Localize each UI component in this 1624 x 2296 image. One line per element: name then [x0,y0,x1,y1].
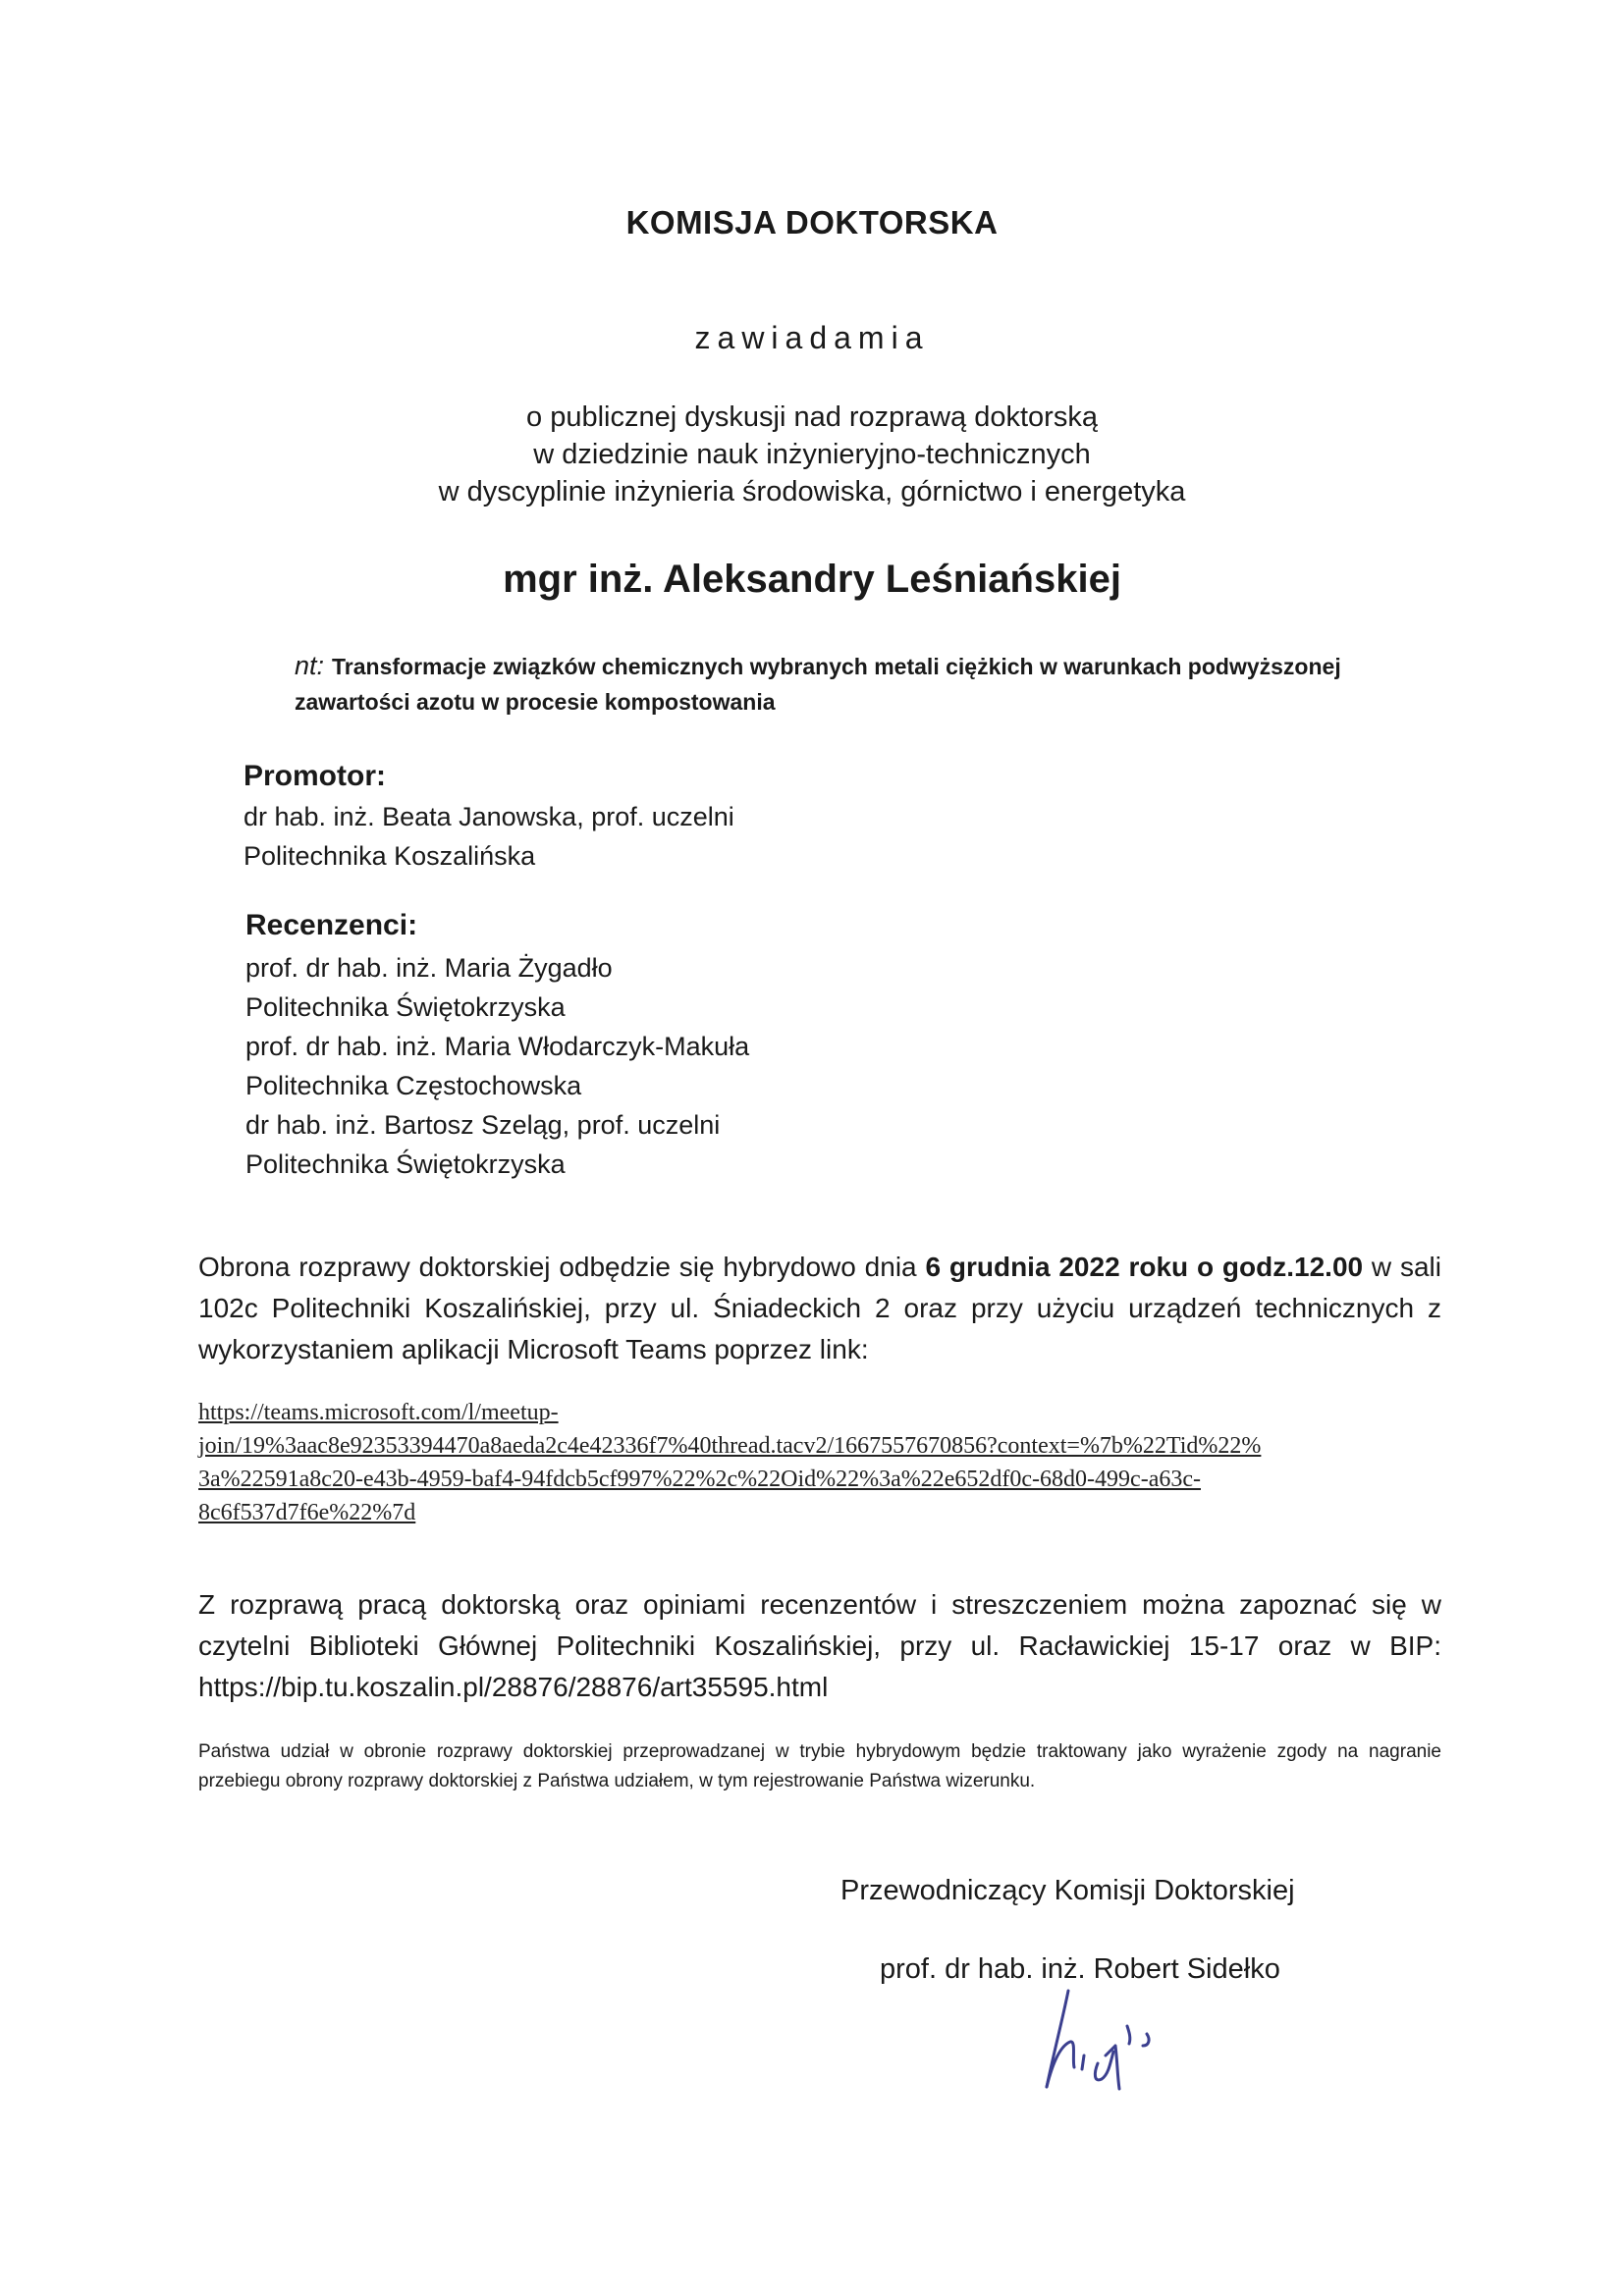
teams-meeting-link[interactable] [198,1396,1441,1529]
defense-paragraph [198,1247,1441,1370]
subtitle-line-2: w dziedzinie nauk inżynieryjno-technicznych [533,439,1091,470]
defense-text-before: Obrona rozprawy doktorskiej odbędzie się hybrydowo dnia [198,1252,926,1282]
candidate-name: mgr inż. Aleksandry Leśniańskiej [503,558,1121,601]
topic-prefix: nt: [295,651,325,680]
reviewer-line: prof. dr hab. inż. Maria Włodarczyk-Makuła [245,1032,750,1061]
reviewer-line: dr hab. inż. Bartosz Szeląg, prof. uczelni [245,1110,721,1140]
topic-line-2: zawartości azotu w procesie kompostowania [295,689,776,715]
thesis-topic [295,648,1375,720]
chair-name: prof. dr hab. inż. Robert Sidełko [880,1953,1280,1985]
document-title: KOMISJA DOKTORSKA [625,204,999,240]
reviewer-line: prof. dr hab. inż. Maria Żygadło [245,953,613,983]
link-line[interactable]: https://teams.microsoft.com/l/meetup- [198,1400,559,1425]
announcement-verb: zawiadamia [694,320,930,355]
library-paragraph: Z rozprawą pracą doktorską oraz opiniami recenzentów i streszczeniem można zapoznać się w czytelni Biblioteki Głównej Politechniki Koszalińskiej, przy ul. Racławickiej 15-17 oraz w BIP: https://bip.tu.koszalin.pl/28876/28876/art35595.html [198,1589,1441,1702]
defense-text-after: w sali 102c Politechniki Koszalińskiej, przy ul. Śniadeckich 2 oraz przy użyciu urządzeń technicznych z wykorzystaniem aplikacji Microsoft Teams poprzez link: [198,1252,1441,1364]
topic-line-1: Transformacje związków chemicznych wybranych metali ciężkich w warunkach podwyższonej [332,654,1341,679]
reviewer-line: Politechnika Świętokrzyska [245,992,566,1022]
reviewer-line: Politechnika Częstochowska [245,1071,582,1100]
link-line[interactable]: 3a%22591a8c20-e43b-4959-baf4-94fdcb5cf997%22%2c%22Oid%22%3a%22e652df0c-68d0-499c-a63c- [198,1467,1201,1492]
reviewers-label: Recenzenci: [245,909,418,941]
link-line[interactable]: 8c6f537d7f6e%22%7d [198,1500,416,1525]
reviewer-line: Politechnika Świętokrzyska [245,1149,566,1179]
link-line[interactable]: join/19%3aac8e92353394470a8aeda2c4e42336f7%40thread.tacv2/1667557670856?context=%7b%22Tid%22% [198,1433,1262,1459]
subtitle-line-3: w dyscyplinie inżynieria środowiska, górnictwo i energetyka [438,476,1186,507]
subtitle-line-1: o publicznej dyskusji nad rozprawą doktorską [526,401,1098,433]
handwritten-signature [1011,1973,1178,2101]
defense-date: 6 grudnia 2022 roku o godz.12.00 [925,1252,1364,1282]
promotor-name: dr hab. inż. Beata Janowska, prof. uczelni [244,802,734,831]
consent-note: Państwa udział w obronie rozprawy doktorskiej przeprowadzanej w trybie hybrydowym będzie traktowany jako wyrażenie zgody na nagranie przebiegu obrony rozprawy doktorskiej z Państwa udziałem, w tym rejestrowanie Państwa wizerunku. [198,1741,1441,1791]
promotor-affiliation: Politechnika Koszalińska [244,841,536,871]
chair-role: Przewodniczący Komisji Doktorskiej [840,1875,1295,1906]
promotor-label: Promotor: [244,760,386,792]
